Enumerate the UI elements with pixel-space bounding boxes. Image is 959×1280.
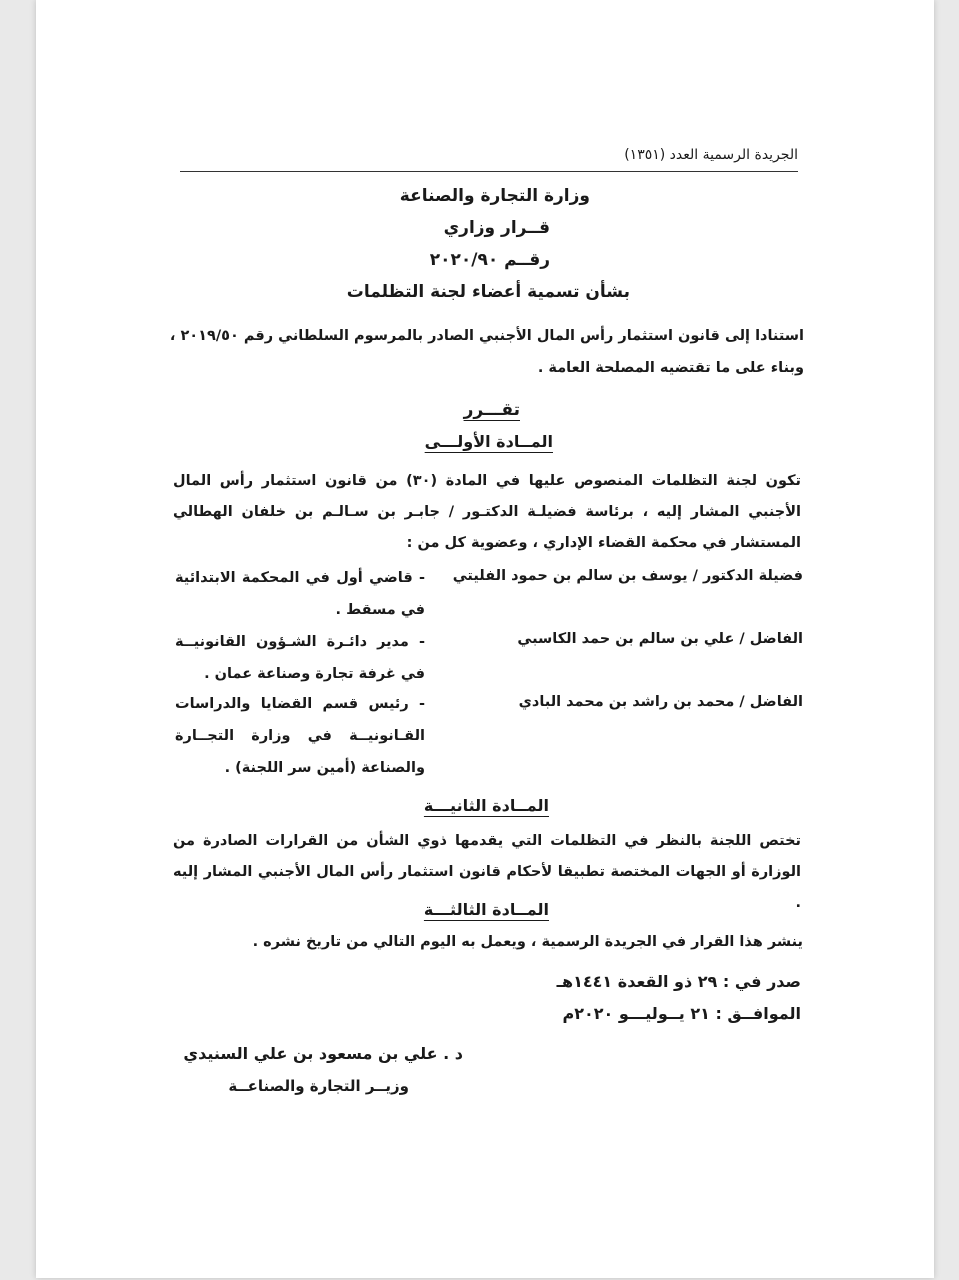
- decides-heading: تقـــرر: [463, 400, 520, 420]
- member-1-name: فضيلة الدكتور / يوسف بن سالم بن حمود الفليتي: [452, 568, 803, 584]
- issued-date: صدر في : ٢٩ ذو القعدة ١٤٤١هـ: [556, 972, 801, 991]
- ministry-title: وزارة التجارة والصناعة: [399, 186, 590, 206]
- gazette-issue: الجريدة الرسمية العدد (١٣٥١): [624, 147, 798, 163]
- signatory-title: وزيــر التجارة والصناعــة: [228, 1077, 409, 1095]
- signatory-name: د . علي بن مسعود بن علي السنيدي: [183, 1044, 463, 1063]
- decision-subject: بشأن تسمية أعضاء لجنة التظلمات: [346, 282, 630, 302]
- decision-title: قــرار وزاري: [443, 218, 550, 238]
- member-3-name: الفاضل / محمد بن راشد بن محمد البادي: [518, 694, 803, 710]
- member-3-role: - رئيس قسم القضايا والدراسات القـانونيــة في وزارة التجــارة والصناعة (أمين سر اللجنة) .: [175, 696, 425, 776]
- article-2-heading: المــادة الثانيـــة: [423, 796, 549, 815]
- member-2-name: الفاضل / علي بن سالم بن حمد الكاسبي: [517, 631, 803, 647]
- member-2-role: - مدير دائـرة الشـؤون القانونيــة في غرفة تجارة وصناعة عمان .: [175, 634, 425, 682]
- article-1-heading: المــادة الأولـــى: [424, 432, 553, 451]
- article-1-text: تكون لجنة التظلمات المنصوص عليها في المادة (٣٠) من قانون استثمار رأس المال الأجنبي المشار إليه ، برئاسة فضيلـة الدكتـور / جابـر بن سـالـم بن خلفان الهطالي المستشار في محكمة القضاء الإداري ، وعضوية كل من :: [173, 473, 801, 551]
- article-3-text: ينشر هذا القرار في الجريدة الرسمية ، ويعمل به اليوم التالي من تاريخ نشره .: [252, 934, 803, 950]
- gazette-header: [180, 147, 798, 172]
- corresponding-date: الموافــق : ٢١ يــوليـــو ٢٠٢٠م: [562, 1004, 801, 1023]
- preamble-line-2: وبناء على ما تقتضيه المصلحة العامة .: [537, 360, 804, 376]
- article-2-text: تختص اللجنة بالنظر في التظلمات التي يقدمها ذوي الشأن من القرارات الصادرة من الوزارة أو الجهات المختصة تطبيقا لأحكام قانون استثمار رأس المال الأجنبي المشار إليه .: [173, 833, 801, 911]
- article-3-heading: المــادة الثالثـــة: [423, 900, 549, 919]
- decision-number: رقــم ٢٠٢٠/٩٠: [429, 250, 550, 270]
- preamble-line-1: استنادا إلى قانون استثمار رأس المال الأجنبي الصادر بالمرسوم السلطاني رقم ٢٠١٩/٥٠ ،: [169, 328, 804, 344]
- member-1-role: - قاضي أول في المحكمة الابتدائية في مسقط .: [175, 570, 425, 618]
